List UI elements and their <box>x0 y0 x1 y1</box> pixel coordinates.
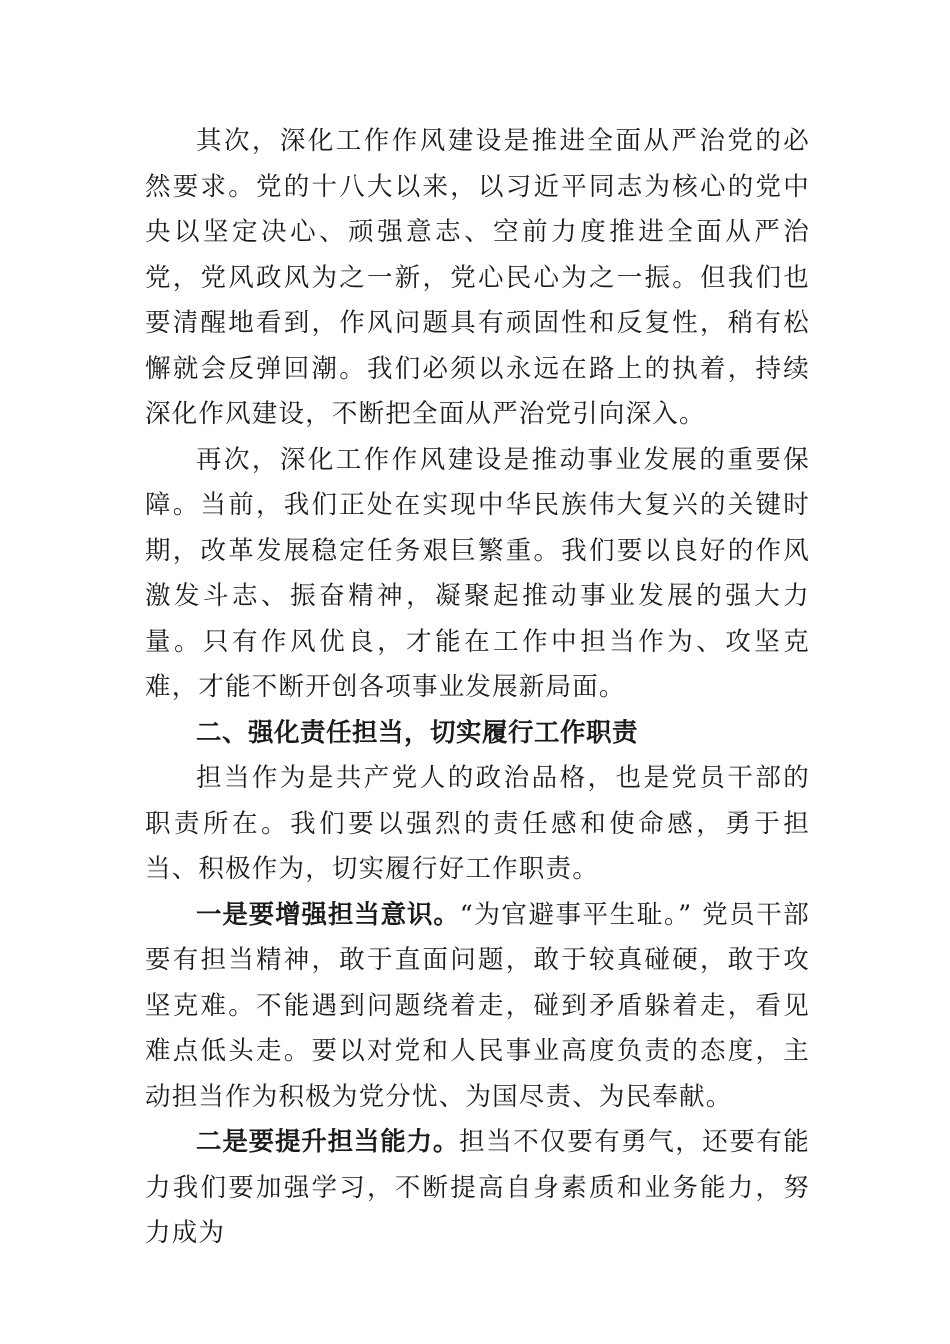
paragraph-lead: 二是要提升担当能力。 <box>196 1127 460 1157</box>
paragraph <box>145 1120 810 1257</box>
paragraph <box>145 893 810 1121</box>
paragraph-text: 担当不仅要有勇气，还要有能力我们要加强学习，不断提高自身素质和业务能力，努力成为 <box>145 1127 810 1248</box>
document-body <box>145 119 810 1257</box>
paragraph: 担当作为是共产党人的政治品格，也是党员干部的职责所在。我们要以强烈的责任感和使命感，勇于担当、积极作为，切实履行好工作职责。 <box>145 763 810 884</box>
paragraph: 再次，深化工作作风建设是推动事业发展的重要保障。当前，我们正处在实现中华民族伟大复兴的关键时期，改革发展稳定任务艰巨繁重。我们要以良好的作风激发斗志、振奋精神，凝聚起推动事业发展的强大力量。只有作风优良，才能在工作中担当作为、攻坚克难，才能不断开创各项事业发展新局面。 <box>145 444 810 702</box>
paragraph-text: “为官避事平生耻。” 党员干部要有担当精神，敢于直面问题，敢于较真碰硬，敢于攻坚克难。不能遇到问题绕着走，碰到矛盾躲着走，看见难点低头走。要以对党和人民事业高度负责的态度，主动担当作为积极为党分忧、为国尽责、为民奉献。 <box>145 899 810 1112</box>
section-heading: 二、强化责任担当，切实履行工作职责 <box>196 717 639 748</box>
paragraph: 其次，深化工作作风建设是推进全面从严治党的必然要求。党的十八大以来，以习近平同志为核心的党中央以坚定决心、顽强意志、空前力度推进全面从严治党，党风政风为之一新，党心民心为之一振。但我们也要清醒地看到，作风问题具有顽固性和反复性，稍有松懈就会反弹回潮。我们必须以永远在路上的执着，持续深化作风建设，不断把全面从严治党引向深入。 <box>145 126 810 429</box>
paragraph-lead: 一是要增强担当意识。 <box>196 899 460 930</box>
